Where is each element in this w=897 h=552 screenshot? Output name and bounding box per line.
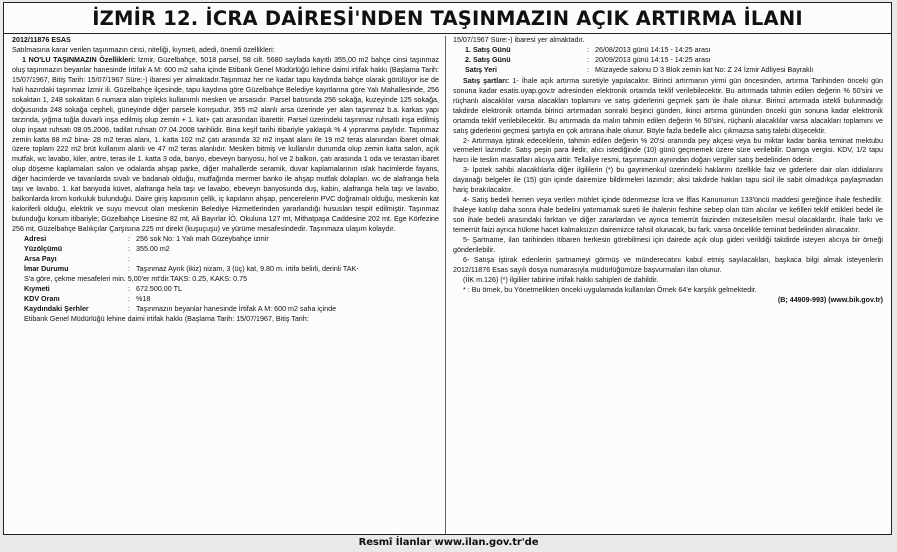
- note-irtifak: (İİK m.126) (*) ilgililer tabirine irtifak hakkı sahipleri de dahildir.: [463, 275, 659, 284]
- detail-value: Taşınmaz Ayrık (ikiz) nizam, 3 (üç) kat, 9.80 m. irtifa belirli, derinli TAK-: [136, 264, 359, 273]
- sale-row: [465, 56, 813, 66]
- condition-paragraph: 4- Satış bedeli hemen veya verilen mühlet içinde ödenmezse İcra ve İflas Kanununun 133'üncü maddesi gereğince ihale feshedilir. İhaleye katılıp daha sonra ihale bedelini yatırmamak sureti ile ihalenin feshine sebep olan tüm alıcılar ve kefilleri teklif ettikleri bedel ile son ihale bedeli arasındaki farktan ve diğer zararlardan ve ayrıca temerrüt faizinden müteselsilen mesul olacaklardır. İhale farkı ve temerrüt faizi ayrıca hükme hacet kalmaksızın dairemizce tahsil olunacak, bu fark. varsa öncelikle teminat bedelinden alınacaktır.: [453, 196, 883, 235]
- condition-paragraph: 2- Artırmaya iştirak edeceklerin, tahmin edilen değerin % 20'si oranında pey akçesi veya bu miktar kadar banka teminat mektubu vermeleri lazımdır. Satış peşin para iledir, alıcı istediğinde (10) günü geçmemek üzere süre verilebilir. Damga vergisi. KDV, 1/2 tapu harcı ile teslim masrafları alıcıya aittir. Tellaliye resmi, taşınmazın aynından doğan vergiler satış bedelinden ödenir.: [453, 136, 883, 165]
- property-desc-text: İzmir, Güzelbahçe, 5018 parsel, 58 cilt. 5680 sayfada kayıtlı 355,00 m2 bahçe cinsi taşınmaz oluş taşınmazın beyanlar hanesinde İrtifak A M: 600 m2 saha içinde Etibank Genel Müdürlüğü lehine daimi irtifak hakkı (Başlama Tarih: 15/07/1967, Bitiş Tarih: 15/07/1967 Süre:-) ibaresi yer almaktadır.Taşınmaz her ne kadar tapu kaydında bahçe olarak görülüyor ise de hali hazırdaki taşınmaz İzmir ili. Güzelbahçe ilçesinde, tapu kaydına göre Güzelbahçe Belediye kayıtlarına göre Yalı Mahallesinde, 256 sokaktan 1, 248 sokaktan 6 numara alan tripleks kullanımlı mesken ve arsasıdır. Parsel batısında 256 sokağa, kuzeyinde 125 sokağa, doğusunda 248 sokağa cepheli, güneyinde diğer parsele komşudur. 355 m2 alanlı arsa üzerinde yer alan taşınmaz b.a. karkas yapı tarzında, yığma tuğla duvarlı inşa edilmiş olup zemin + 1. kat+ çatı arasından ibarettir. Parsel üzerindeki taşınmaz ruhsatlı inşa edilmiş olup inşaat ruhsatı 08.05.2006, tadilat ruhsatı 07.04.2008 tarihlidir. Bina keşif tarihi itibariyle yaklaşık % 4 yıpranma paylıdır. Taşınmaz zemin katta 88 m2 bina- 28 m2 teras alanı, 1. katta 102 m2 çatı arasında 32 m2 inşaat alanı ile 19 m2 teras alanından ibaret olmak üzere toplam 222 m2 brüt kullanım alanlı ve 47 m2 teras alanlıdır. Mesken bitmiş ve kullanılır durumda olup zemin katta salon, açık mutfak, wc lavabo, kiler, antre, teras ile 1. katta 3 oda, banyo, ebeveyn banyosu, hol ve 2 balkon, çatı arasında 1 oda ve terastan ibaret olup döşeme kaplamaları salon ve odalarda ahşap parke, diğer mahallerde seramik, duvar kaplamalarının ıslak hacimlerde fayans, diğer hacimlerde ve tavanlarda sıvalı ve badanalı olduğu, mutfağında mermer banko ile ahşap mutfak dolapları. wc de alafranga hela taşı ve lavabo. 1. kat banyoda küvet, alafranga hela taşı ve lavabo, ebeveyn banyosunda duş, kabin, alafranga hela taşı ve lavabo, balkonlarda krom korkuluk bulunduğu. Daire giriş kapısının çelik, iç kapıların ahşap, pencerelerin PVC doğramalı olduğu, meskenin kat kaloriferli olduğu, elektrik ve suyu mevcut olan meskenin Belediye Hizmetlerinden yararlandığı hususları tespit edilmiştir. Taşınmaz bulunduğu konum itibariyle; Güzelbahçe Lisesine 82 mt, Ali Bayırlar İÖ. Okuluna 127 mt, Mithatpaşa Caddesine 202 mt. Ege Körfezine 256 mt, Güzelbahçe Balıkçılar Çarşısına 225 mt direkt (kuşuçuşu) ve yürüme mesafesindedir. Taşınmaza ulaşım kolaydır.: [12, 55, 439, 234]
- condition-paragraph: 6- Satışa iştirak edenlerin şartnameyi görmüş ve münderecatını kabul etmiş sayılacakları, başkaca bilgi almak isteyenlerin 2012/11876 Esas sayılı dosya numarasıyla müdürlüğümüze başvurmaları ilan olunur.: [453, 255, 883, 274]
- property-details: [24, 235, 359, 275]
- footer-text: Resmî İlanlar www.ilan.gov.tr'de: [358, 537, 539, 548]
- sale-label: 1. Satış Günü: [465, 45, 511, 54]
- imar-continuation: S'a göre, çekme mesafeleri min. 5,00'er mt'dir.TAKS: 0.25, KAKS: 0.75: [24, 274, 248, 283]
- property-description: [12, 56, 439, 235]
- detail-row: [24, 255, 359, 265]
- property-details-2: [24, 285, 336, 315]
- detail-label: Kaydındaki Şerhler: [24, 304, 89, 313]
- detail-value: 672.500.00 TL: [136, 284, 182, 293]
- condition-paragraph: 5- Şartname, ilan tarihinden itibaren herkesin görebilmesi için dairede açık olup gideri verildiği takdirde isteyen alıcıya bir örneği gönderilebilir.: [453, 236, 883, 255]
- detail-row: [24, 305, 336, 315]
- property-heading: 1 NO'LU TAŞINMAZIN Özellikleri:: [22, 55, 136, 64]
- detail-label: KDV Oranı: [24, 294, 60, 303]
- sale-colon: :: [587, 65, 589, 74]
- detail-value: Taşınmazın beyanlar hanesinde İrtifak A M: 600 m2 saha içinde: [136, 304, 337, 313]
- detail-colon: :: [128, 294, 130, 303]
- detail-colon: :: [128, 264, 130, 273]
- detail-label: Kıymeti: [24, 284, 50, 293]
- note-ornek: * : Bu örnek, bu Yönetmelikten önceki uygulamada kullanılan Örnek 64'e karşılık gelmektedir.: [463, 285, 757, 294]
- sale-dates: [465, 46, 813, 76]
- right-column: [446, 36, 891, 534]
- case-number: 2012/11876 ESAS: [12, 36, 71, 44]
- notice-title: İZMİR 12. İCRA DAİRESİ'NDEN TAŞINMAZIN AÇIK ARTIRMA İLANI: [4, 3, 891, 34]
- conditions-label: Satış şartları:: [463, 76, 510, 85]
- detail-value: [136, 255, 359, 265]
- detail-colon: :: [128, 245, 130, 254]
- conditions-text: 1- İhale açık artırma suretiyle yapılacaktır. Birinci artırmanın yirmi gün öncesinden, artırma Tarihinden önceki gün sonuna kadar esatis.uyap.gov.tr adresinden elektronik ortamda teklif verilebilecektir. Bu artırmada tahmin edilen değerin % 50'sini ve rüçhanlı alacaklılar varsa alacakları toplamını ve satış giderlerini geçmek şartı ile ihale olunur. Birinci artırmada istekli bulunmadığı takdirde elektronik ortamda birinci artırmadan sonraki beşinci günden, ikinci artırma gününden önceki gün sonuna kadar elektronik ortamda teklif verilebilecektir. Bu artırmada da malın tahmin edilen değerin % 50'sini, rüçhanlı alacaklılar varsa alacakları toplamını ve satış giderlerini geçmesi şartıyla en çok artırana ihale olunur. Böyle fazla bedelle alıcı çıkmazsa satış talebi düşecektir.: [453, 76, 883, 135]
- sale-value: Müzayede salonu D 3 Blok zemin kat No: Z 24 İzmir Adliyesi Bayraklı: [595, 65, 814, 74]
- left-column: [4, 36, 446, 534]
- detail-label: Arsa Payı: [24, 254, 57, 263]
- detail-label: Adresi: [24, 235, 47, 244]
- reference-code: (B; 44909-993) (www.bik.gov.tr): [777, 295, 883, 304]
- detail-row: [24, 245, 359, 255]
- notice-columns: [4, 36, 891, 534]
- notice-sheet: [3, 2, 892, 535]
- detail-colon: :: [128, 254, 130, 263]
- detail-colon: :: [128, 235, 130, 244]
- detail-row: [24, 265, 359, 275]
- sale-value: 26/08/2013 günü 14:15 - 14:25 arası: [595, 45, 711, 54]
- detail-row: [24, 235, 359, 245]
- detail-value: %18: [136, 294, 151, 303]
- sale-colon: :: [587, 55, 589, 64]
- serh-continuation: Etibank Genel Müdürlüğü lehine daimi irtifak hakkı (Başlama Tarih: 15/07/1967, Bitiş Tarih:: [24, 314, 309, 323]
- sale-row: [465, 46, 813, 56]
- detail-row: [24, 295, 336, 305]
- sale-label: 2. Satış Günü: [465, 55, 511, 64]
- sale-colon: :: [587, 45, 589, 54]
- sale-row: [465, 66, 813, 76]
- right-top-text: 15/07/1967 Süre:-) ibaresi yer almaktadır.: [453, 36, 585, 44]
- conditions-paragraph: [453, 77, 883, 137]
- detail-row: [24, 285, 336, 295]
- detail-value: 355.00 m2: [136, 245, 170, 254]
- intro-text: Satılmasına karar verilen taşınmazın cinsi, niteliği, kıymeti, adedi, önemli özellikleri:: [12, 45, 275, 54]
- condition-paragraph: 3- İpotek sahibi alacaklılarla diğer ilgililerin (*) bu gayrimenkul üzerindeki haklarını özellikle faiz ve giderlere dair olan iddialarını dayanağı belgeler ile (15) gün içinde dairemize bildirmeleri lazımdır; aksi takdirde hakları tapu sicil ile sabit olmadıkça paylaşmadan hariç bırakılacaktır.: [453, 166, 883, 195]
- detail-label: İmar Durumu: [24, 264, 69, 273]
- detail-colon: :: [128, 304, 130, 313]
- sale-label: Satış Yeri: [465, 65, 498, 74]
- detail-value: 256 sok No: 1 Yalı mah Güzeybahçe izmir: [136, 235, 269, 244]
- detail-label: Yüzölçümü: [24, 245, 63, 254]
- detail-colon: :: [128, 284, 130, 293]
- sale-value: 20/09/2013 günü 14:15 - 14:25 arası: [595, 55, 711, 64]
